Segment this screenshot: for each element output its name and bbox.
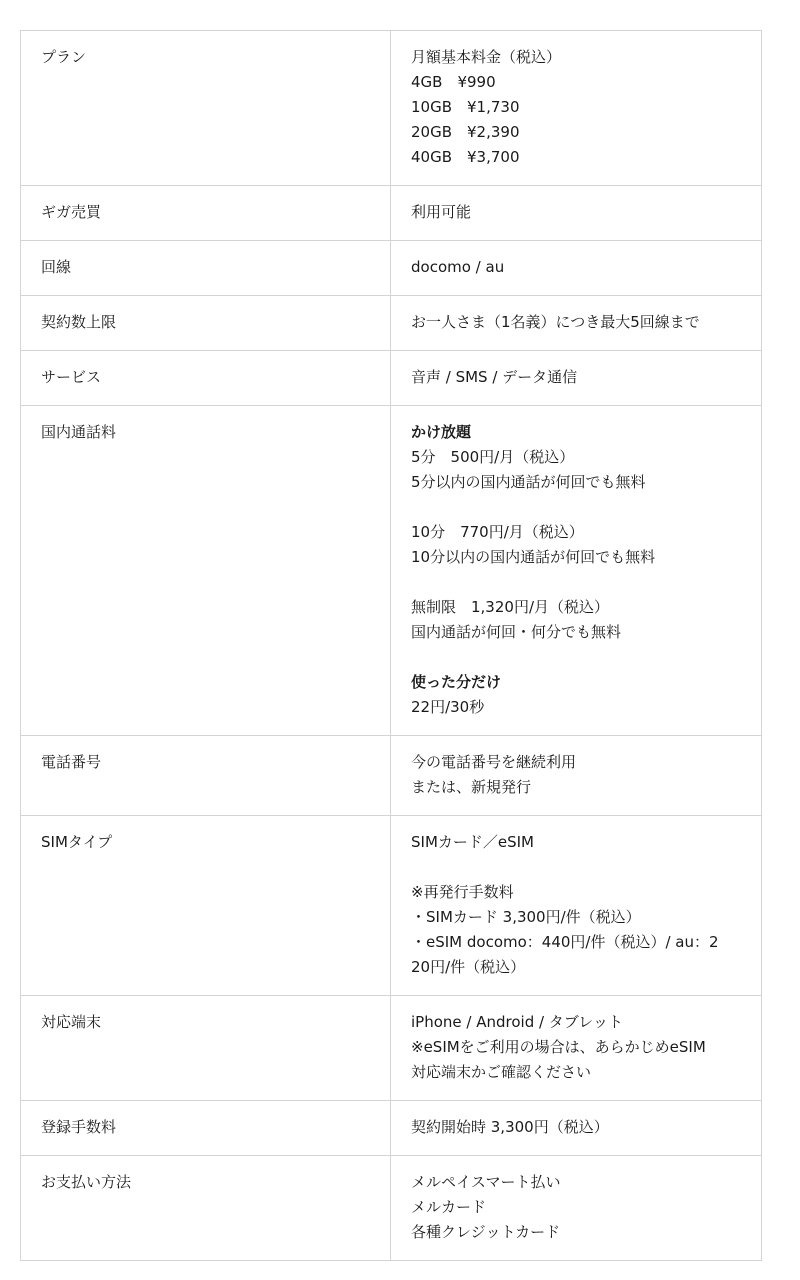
value-line: 22円/30秒 xyxy=(411,698,485,716)
row-label: 契約数上限 xyxy=(21,296,391,351)
value-line: 対応端末かご確認ください xyxy=(411,1063,592,1081)
row-label: ギガ売買 xyxy=(21,186,391,241)
table-row xyxy=(21,296,762,351)
row-value xyxy=(391,736,762,816)
row-value xyxy=(391,186,762,241)
value-heading: かけ放題 xyxy=(411,423,472,441)
value-line: 国内通話が何回・何分でも無料 xyxy=(411,623,622,641)
value-line: メルカード xyxy=(411,1198,487,1216)
value-line: docomo / au xyxy=(411,258,505,276)
row-label: 回線 xyxy=(21,241,391,296)
value-line: 利用可能 xyxy=(411,203,472,221)
row-value xyxy=(391,996,762,1101)
value-line: 10分 770円/月（税込） xyxy=(411,523,584,541)
value-line xyxy=(411,495,741,520)
row-label: SIMタイプ xyxy=(21,816,391,996)
value-line: 無制限 1,320円/月（税込） xyxy=(411,598,609,616)
value-line: ※eSIMをご利用の場合は、あらかじめeSIM xyxy=(411,1038,706,1056)
value-line xyxy=(411,855,741,880)
row-value xyxy=(391,31,762,186)
value-line: 各種クレジットカード xyxy=(411,1223,561,1241)
table-row xyxy=(21,241,762,296)
value-line: ※再発行手数料 xyxy=(411,883,514,901)
row-label: 国内通話料 xyxy=(21,406,391,736)
value-line: iPhone / Android / タブレット xyxy=(411,1013,624,1031)
value-line: 5分 500円/月（税込） xyxy=(411,448,575,466)
row-label: 登録手数料 xyxy=(21,1101,391,1156)
value-line: 10分以内の国内通話が何回でも無料 xyxy=(411,548,656,566)
row-value xyxy=(391,1101,762,1156)
value-line: メルペイスマート払い xyxy=(411,1173,561,1191)
value-line: または、新規発行 xyxy=(411,778,532,796)
row-label: 電話番号 xyxy=(21,736,391,816)
table-row xyxy=(21,31,762,186)
row-value xyxy=(391,351,762,406)
value-line: ・SIMカード 3,300円/件（税込） xyxy=(411,908,641,926)
table-row xyxy=(21,186,762,241)
table-row xyxy=(21,1101,762,1156)
value-line: 契約開始時 3,300円（税込） xyxy=(411,1118,609,1136)
row-value xyxy=(391,296,762,351)
table-row xyxy=(21,816,762,996)
value-line: 今の電話番号を継続利用 xyxy=(411,753,577,771)
row-value xyxy=(391,406,762,736)
value-line xyxy=(411,645,741,670)
value-line: 40GB ¥3,700 xyxy=(411,148,520,166)
row-value xyxy=(391,1156,762,1261)
value-heading: 使った分だけ xyxy=(411,673,502,691)
row-label: 対応端末 xyxy=(21,996,391,1101)
plan-spec-table xyxy=(20,30,762,1261)
table-row xyxy=(21,1156,762,1261)
value-line: 20GB ¥2,390 xyxy=(411,123,520,141)
row-value xyxy=(391,241,762,296)
value-line: 5分以内の国内通話が何回でも無料 xyxy=(411,473,646,491)
table-row xyxy=(21,406,762,736)
value-line: 10GB ¥1,730 xyxy=(411,98,520,116)
spec-table-body xyxy=(21,31,762,1261)
value-line: 4GB ¥990 xyxy=(411,73,496,91)
value-line xyxy=(411,570,741,595)
value-line: ・eSIM docomo：440円/件（税込）/ au：2 xyxy=(411,933,719,951)
value-line: お一人さま（1名義）につき最大5回線まで xyxy=(411,313,700,331)
table-row xyxy=(21,351,762,406)
value-line: 月額基本料金（税込） xyxy=(411,48,562,66)
row-value xyxy=(391,816,762,996)
value-line: SIMカード／eSIM xyxy=(411,833,535,851)
row-label: お支払い方法 xyxy=(21,1156,391,1261)
value-line: 音声 / SMS / データ通信 xyxy=(411,368,578,386)
table-row xyxy=(21,736,762,816)
row-label: プラン xyxy=(21,31,391,186)
value-line: 20円/件（税込） xyxy=(411,958,526,976)
table-row xyxy=(21,996,762,1101)
row-label: サービス xyxy=(21,351,391,406)
